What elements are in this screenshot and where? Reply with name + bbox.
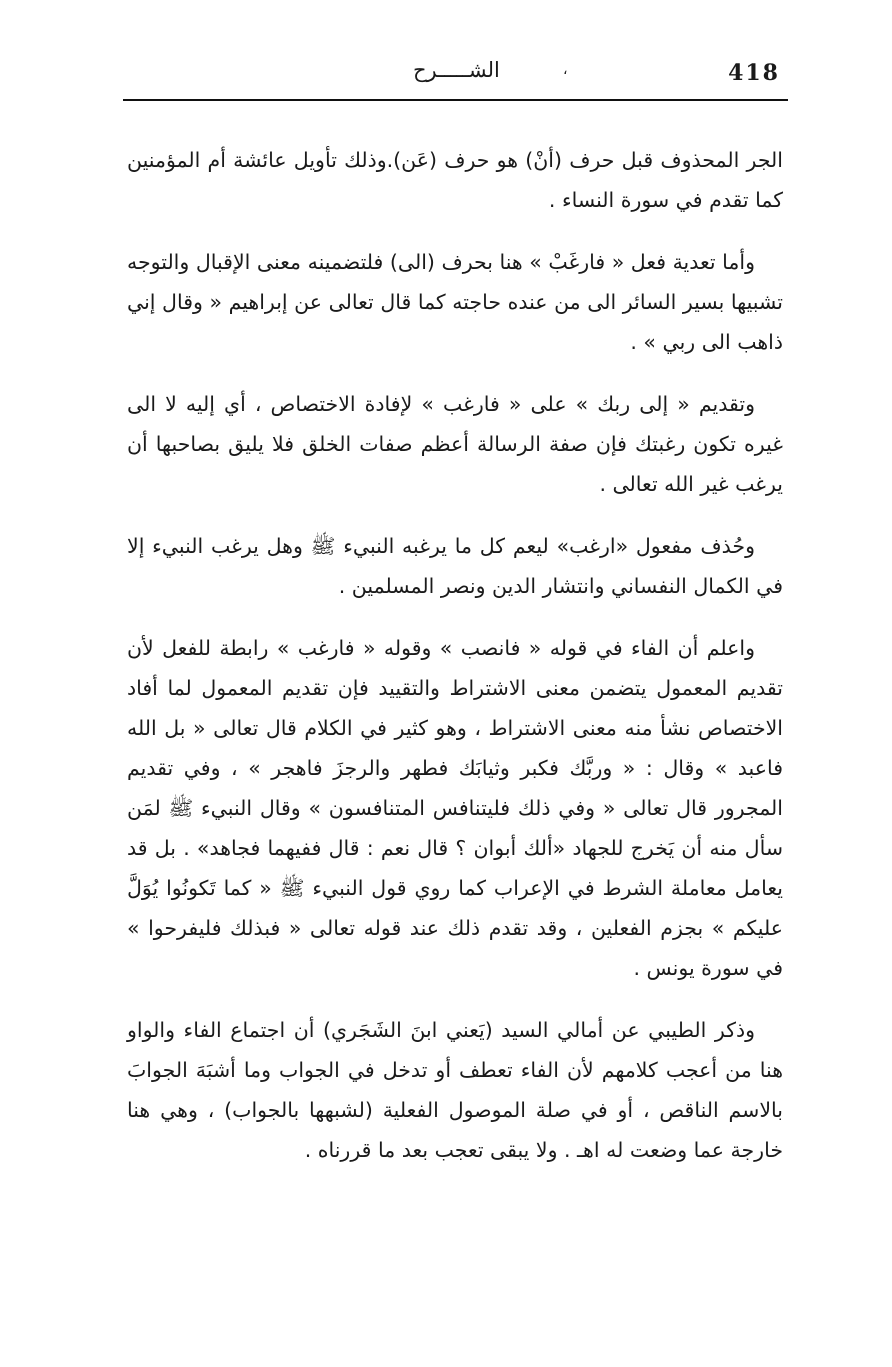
header-rule <box>123 99 788 101</box>
paragraph-2: وأما تعدية فعل « فارغَبْ » هنا بحرف (الى) فلتضمينه معنى الإقبال والتوجه تشبيها بسير السائر الى من عنده حاجته كما قال تعالى عن إبراهيم « وقال إني ذاهب الى ربي » . <box>127 250 783 354</box>
paragraph-4: وحُذف مفعول «ارغب» ليعم كل ما يرغبه النبيء ﷺ وهل يرغب النبيء إلا في الكمال النفساني وانتشار الدين ونصر المسلمين . <box>127 534 783 598</box>
page-number: 418 <box>728 60 780 86</box>
body-text <box>127 140 783 1192</box>
paragraph-6: وذكر الطيبي عن أمالي السيد (يَعني ابنَ الشَجَري) أن اجتماع الفاء والواو هنا من أعجب كلامهم لأن الفاء تعطف أو تدخل في الجواب وما أشبَهَ الجوابَ بالاسم الناقص ، أو في صلة الموصول الفعلية (لشبهها بالجواب) ، وهي هنا خارجة عما وضعت له اهـ . ولا يبقى تعجب بعد ما قررناه . <box>127 1018 783 1162</box>
paragraph-5: واعلم أن الفاء في قوله « فانصب » وقوله « فارغب » رابطة للفعل لأن تقديم المعمول يتضمن معنى الاشتراط والتقييد فإن تقديم المعمول لما أفاد الاختصاص نشأ منه معنى الاشتراط ، وهو كثير في الكلام قال تعالى « بل الله فاعبد » وقال : « وربَّك فكبر وثيابَك فطهر والرجزَ فاهجر » ، وفي تقديم المجرور قال تعالى « وفي ذلك فليتنافس المتنافسون » وقال النبيء ﷺ لمَن سأل منه أن يَخرج للجهاد «ألك أبوان ؟ قال نعم : قال ففيهما فجاهد» . بل قد يعامل معاملة الشرط في الإعراب كما روي قول النبيء ﷺ « كما تَكونُوا يُوَلَّ عليكم » بجزم الفعلين ، وقد تقدم ذلك عند قوله تعالى « فبذلك فليفرحوا » في سورة يونس . <box>127 636 783 980</box>
running-title: الشـــــرح <box>413 58 500 82</box>
header-mark: ، <box>563 62 568 78</box>
paragraph-3: وتقديم « إلى ربك » على « فارغب » لإفادة الاختصاص ، أي إليه لا الى غيره تكون رغبتك فإن صفة الرسالة أعظم صفات الخلق فلا يليق بصاحبها أن يرغب غير الله تعالى . <box>127 392 783 496</box>
page-header <box>123 58 788 98</box>
paragraph-1: الجر المحذوف قبل حرف (أنْ) هو حرف (عَن).وذلك تأويل عائشة أم المؤمنين كما تقدم في سورة النساء . <box>127 148 783 212</box>
